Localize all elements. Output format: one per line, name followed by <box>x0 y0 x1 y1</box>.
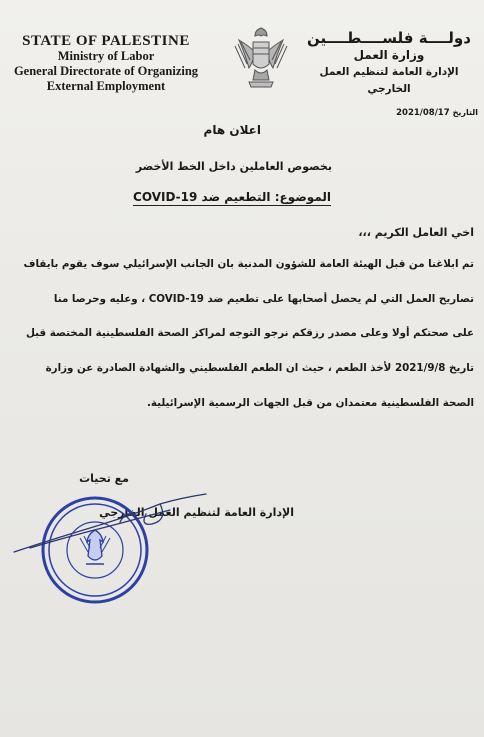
greeting: اخي العامل الكريم ،،، <box>358 226 474 239</box>
header-english <box>6 34 206 94</box>
body-line-4: تاريخ 2021/9/8 لأخذ الطعم ، حيث ان الطعم الفلسطيني والشهادة الصادرة عن وزارة <box>45 362 474 374</box>
date-prefix: التاريخ <box>452 108 478 117</box>
date-value: 2021/08/17 <box>396 108 450 118</box>
state-name-en: STATE OF PALESTINE <box>22 33 190 49</box>
state-name-ar: دولــــة فلســــطــــين <box>307 29 471 47</box>
handwritten-signature <box>10 490 210 560</box>
subject-label: الموضوع: التطعيم ضد <box>197 190 331 204</box>
body-line-2: تصاريح العمل التي لم يحصل أصحابها على تطعيم ضد COVID-19 ، وعليه وحرصا منا <box>53 293 474 305</box>
header-arabic <box>304 30 474 98</box>
announcement-subtitle: بخصوص العاملين داخل الخط الأخضر <box>135 160 332 173</box>
closing-regards: مع تحيات <box>79 472 129 485</box>
ministry-name-en: Ministry of Labor <box>57 49 155 63</box>
directorate-name-en: General Directorate of Organizing <box>13 64 199 78</box>
department-name-en: External Employment <box>46 79 166 93</box>
announcement-title: اعلان هام <box>203 123 261 137</box>
subject-topic: COVID-19 <box>133 190 198 204</box>
signatory-title: الإدارة العامة لتنظيم العمل الخارجي <box>99 506 294 519</box>
body-line-1: تم ابلاغنا من قبل الهيئة العامة للشؤون المدنية بان الجانب الإسرائيلي سوف يقوم بايقاف <box>23 258 474 270</box>
ministry-name-ar: وزارة العمل <box>353 48 425 62</box>
eagle-emblem-icon <box>231 24 291 90</box>
body-line-3: على صحتكم أولا وعلى مصدر رزقكم نرجو التوجه لمراكز الصحة الفلسطينية المختصة قبل <box>25 327 474 339</box>
subject-line <box>133 190 331 204</box>
letter-date <box>396 108 478 118</box>
body-line-5: الصحة الفلسطينية معتمدان من قبل الجهات الرسمية الإسرائيلية. <box>146 397 474 409</box>
directorate-name-ar: الإدارة العامة لتنظيم العمل الخارجي <box>319 66 459 95</box>
